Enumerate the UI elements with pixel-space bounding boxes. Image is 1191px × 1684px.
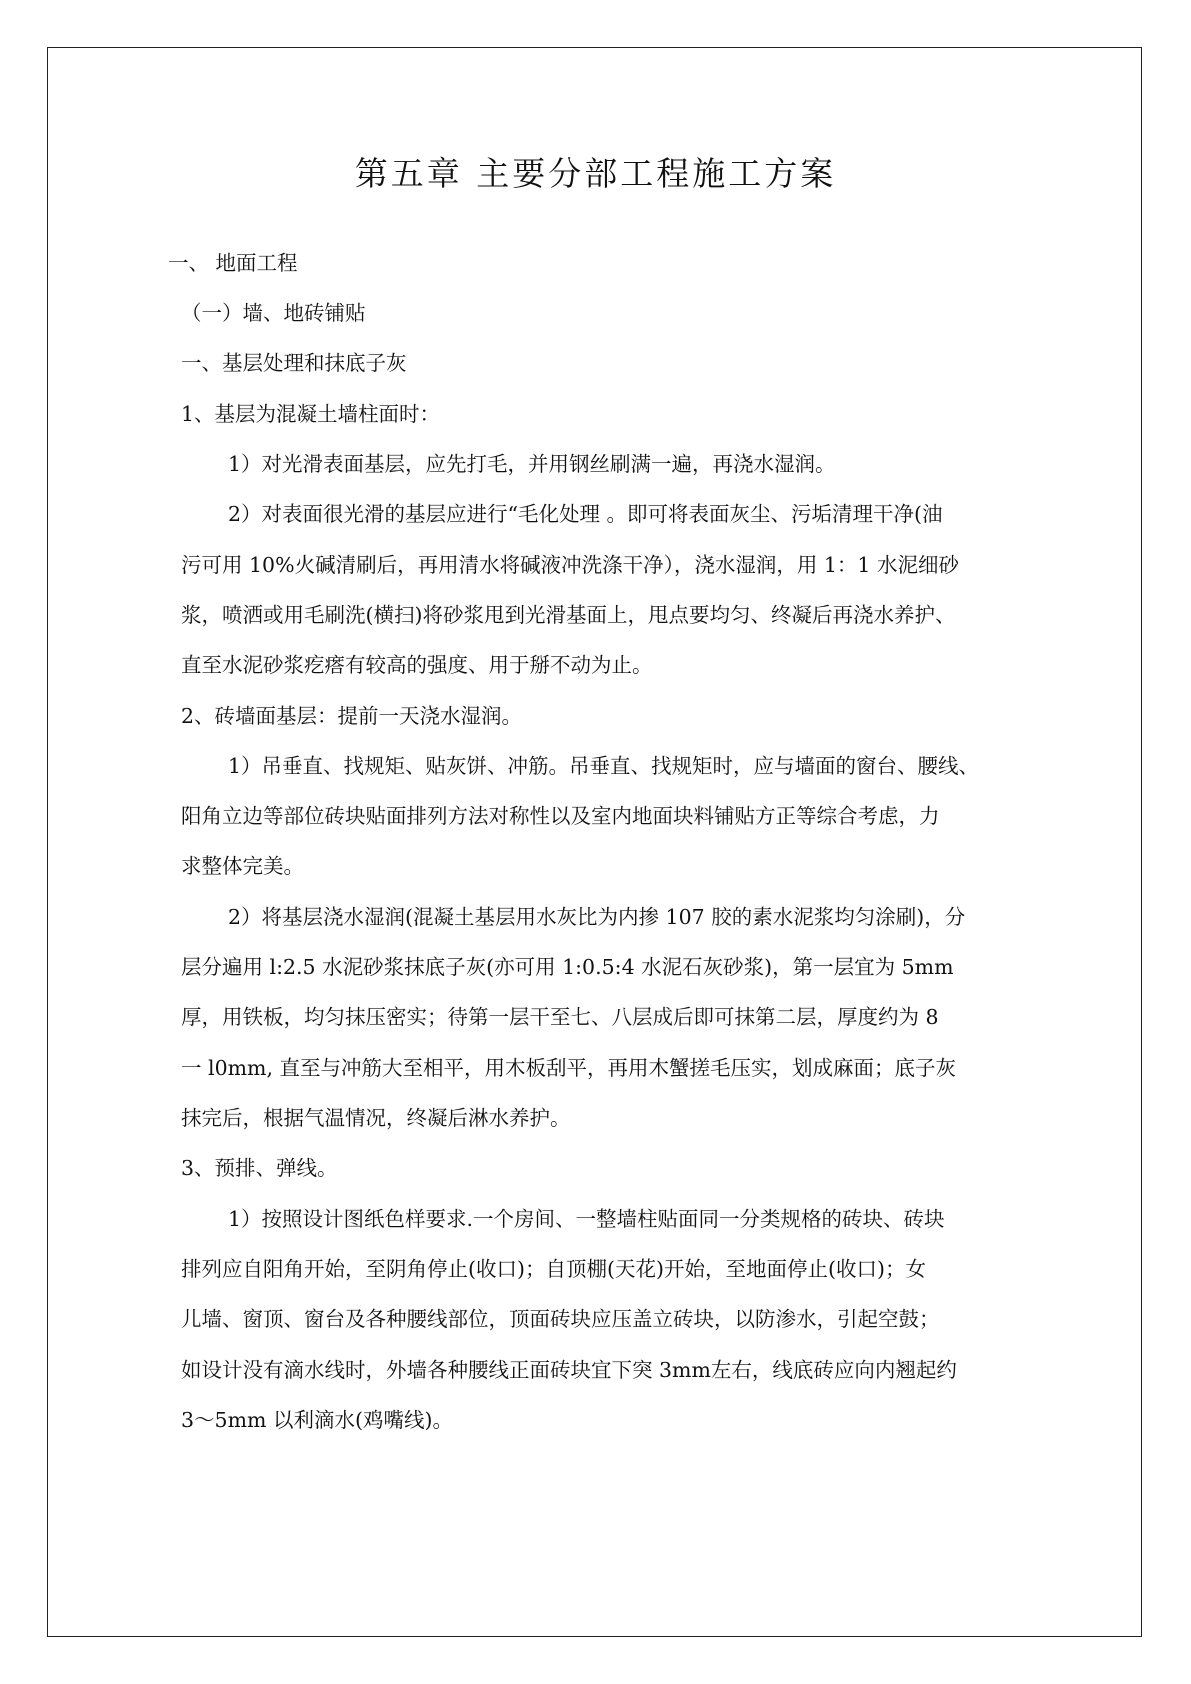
paragraph-line: 抹完后，根据气温情况，终凝后淋水养护。 <box>181 1106 571 1130</box>
chapter-title: 第五章 主要分部工程施工方案 <box>354 154 837 193</box>
section-heading: 一、 地面工程 <box>168 251 298 275</box>
paragraph-line: 1）吊垂直、找规矩、贴灰饼、冲筋。吊垂直、找规矩时，应与墙面的窗台、腰线、 <box>228 754 980 778</box>
item-heading: 一、基层处理和抹底子灰 <box>181 351 407 375</box>
paragraph-line: 3～5mm 以利滴水(鸡嘴线)。 <box>181 1408 453 1432</box>
paragraph-line: 一 l0mm, 直至与冲筋大至相平，用木板刮平，再用木蟹搓毛压实，划成麻面；底子灰 <box>181 1056 957 1080</box>
paragraph-line: 2）将基层浇水湿润(混凝土基层用水灰比为内掺 107 胶的素水泥浆均匀涂刷)，分 <box>228 905 966 929</box>
paragraph-line: 浆，喷洒或用毛刷洗(横扫)将砂浆甩到光滑基面上，甩点要均匀、终凝后再浇水养护、 <box>181 603 956 627</box>
paragraph-line: 如设计没有滴水线时，外墙各种腰线正面砖块宜下突 3mm左右，线底砖应向内翘起约 <box>181 1358 957 1382</box>
paragraph-line: 直至水泥砂浆疙瘩有较高的强度、用于掰不动为止。 <box>181 653 653 677</box>
paragraph-line: 厚，用铁板，均匀抹压密实；待第一层干至七、八层成后即可抹第二层，厚度约为 8 <box>181 1005 939 1029</box>
paragraph-line: 1）按照设计图纸色样要求.一个房间、一整墙柱贴面同一分类规格的砖块、砖块 <box>228 1207 945 1231</box>
item-heading: 1、基层为混凝土墙柱面时： <box>181 402 441 426</box>
paragraph-line: 儿墙、窗顶、窗台及各种腰线部位，顶面砖块应压盖立砖块，以防渗水，引起空鼓； <box>181 1307 940 1331</box>
item-heading: 3、预排、弹线。 <box>181 1156 338 1180</box>
paragraph-line: 排列应自阳角开始，至阴角停止(收口)；自顶棚(天花)开始，至地面停止(收口)；女 <box>181 1257 926 1281</box>
page-border <box>47 47 1142 1637</box>
subsection-heading: （一）墙、地砖铺贴 <box>181 301 366 325</box>
paragraph-line: 2）对表面很光滑的基层应进行“毛化处理 。即可将表面灰尘、污垢清理干净(油 <box>228 502 943 526</box>
paragraph-line: 1）对光滑表面基层，应先打毛，并用钢丝刷满一遍，再浇水湿润。 <box>228 452 836 476</box>
paragraph-line: 污可用 10%火碱清刷后，再用清水将碱液冲洗涤干净），浇水湿润，用 1：1 水泥细砂 <box>181 553 959 577</box>
paragraph-line: 层分遍用 l:2.5 水泥砂浆抹底子灰(亦可用 1:0.5:4 水泥石灰砂浆)，第一层宜为 5mm <box>181 955 954 979</box>
paragraph-line: 阳角立边等部位砖块贴面排列方法对称性以及室内地面块料铺贴方正等综合考虑，力 <box>181 804 940 828</box>
paragraph-line: 求整体完美。 <box>181 854 304 878</box>
item-heading: 2、砖墙面基层：提前一天浇水湿润。 <box>181 704 523 728</box>
